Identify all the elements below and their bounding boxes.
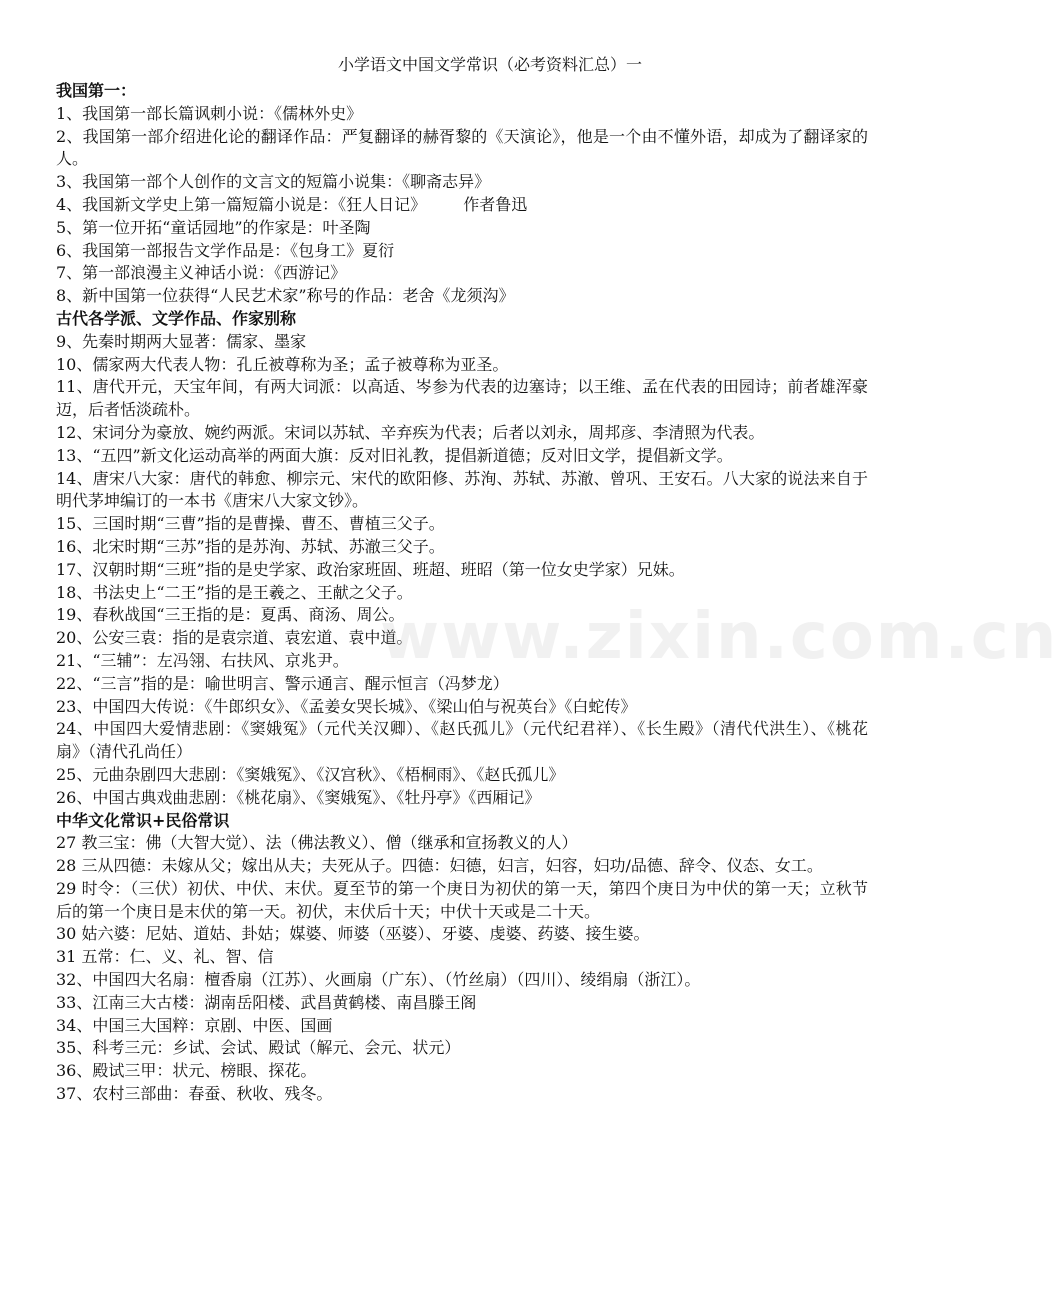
list-item: 2、我国第一部介绍进化论的翻译作品：严复翻译的赫胥黎的《天演论》，他是一个由不懂外语，却成为了翻译家的人。: [56, 126, 868, 169]
list-item: 16、北宋时期“三苏”指的是苏洵、苏轼、苏澈三父子。: [56, 536, 445, 556]
list-item: 11、唐代开元，天宝年间，有两大词派：以高适、岑参为代表的边塞诗；以王维、孟在代表的田园诗；前者雄浑豪迈，后者恬淡疏朴。: [56, 377, 868, 420]
list-item: 26、中国古典戏曲悲剧：《桃花扇》、《窦娥冤》、《牡丹亭》《西厢记》: [56, 787, 541, 807]
list-item: 3、我国第一部个人创作的文言文的短篇小说集：《聊斋志异》: [56, 172, 491, 192]
list-item: 33、江南三大古楼：湖南岳阳楼、武昌黄鹤楼、南昌滕王阁: [56, 992, 477, 1012]
document-body: [56, 80, 1058, 1106]
section-heading: 中华文化常识+民俗常识: [56, 810, 230, 830]
list-item: 24、中国四大爱情悲剧：《窦娥冤》（元代关汉卿）、《赵氏孤儿》（元代纪君祥）、《长生殿》（清代代洪生）、《桃花扇》（清代孔尚任）: [56, 719, 868, 762]
section-heading: 古代各学派、文学作品、作家别称: [56, 308, 297, 328]
list-item: 20、公安三袁：指的是袁宗道、袁宏道、袁中道。: [56, 628, 413, 648]
list-item: 37、农村三部曲：春蚕、秋收、残冬。: [56, 1084, 333, 1104]
list-item: 18、书法史上“二王”指的是王羲之、王献之父子。: [56, 582, 413, 602]
list-item: 9、先秦时期两大显著：儒家、墨家: [56, 331, 307, 351]
list-item: 4、我国新文学史上第一篇短篇小说是：《狂人日记》 作者鲁迅: [56, 194, 528, 214]
section-heading: 我国第一：: [56, 81, 137, 100]
list-item: 5、第一位开拓“童话园地”的作家是：叶圣陶: [56, 217, 371, 237]
list-item: 12、宋词分为豪放、婉约两派。宋词以苏轼、辛弃疾为代表；后者以刘永，周邦彦、李清照为代表。: [56, 422, 765, 442]
list-item: 13、“五四”新文化运动高举的两面大旗：反对旧礼教，提倡新道德；反对旧文学，提倡新文学。: [56, 445, 733, 465]
list-item: 10、儒家两大代表人物：孔丘被尊称为圣；孟子被尊称为亚圣。: [56, 354, 509, 374]
list-item: 31 五常：仁、义、礼、智、信: [56, 947, 274, 967]
list-item: 14、唐宋八大家：唐代的韩愈、柳宗元、宋代的欧阳修、苏洵、苏轼、苏澈、曾巩、王安石。八大家的说法来自于明代茅坤编订的一本书《唐宋八大家文钞》。: [56, 468, 868, 511]
list-item: 34、中国三大国粹：京剧、中医、国画: [56, 1015, 333, 1035]
list-item: 17、汉朝时期“三班”指的是史学家、政治家班固、班超、班昭（第一位女史学家）兄妹。: [56, 559, 685, 579]
list-item: 27 教三宝：佛（大智大觉）、法（佛法教义）、僧（继承和宣扬教义的人）: [56, 833, 578, 853]
watermark: www.zixin.com.cn: [380, 600, 1058, 674]
list-item: 25、元曲杂剧四大悲剧：《窦娥冤》、《汉宫秋》、《梧桐雨》、《赵氏孤儿》: [56, 764, 565, 784]
list-item: 1、我国第一部长篇讽刺小说：《儒林外史》: [56, 103, 363, 123]
list-item: 36、殿试三甲：状元、榜眼、探花。: [56, 1061, 317, 1081]
list-item: 32、中国四大名扇：檀香扇（江苏）、火画扇（广东）、（竹丝扇）（四川）、绫绢扇（浙江）。: [56, 970, 701, 990]
list-item: 22、“三言”指的是：喻世明言、警示通言、醒示恒言（冯梦龙）: [56, 673, 509, 693]
list-item: 23、中国四大传说：《牛郎织女》、《孟姜女哭长城》、《梁山伯与祝英台》《白蛇传》: [56, 696, 637, 716]
list-item: 15、三国时期“三曹”指的是曹操、曹丕、曹植三父子。: [56, 514, 445, 534]
document-title: 小学语文中国文学常识（必考资料汇总）一: [337, 55, 642, 74]
list-item: 21、“三辅”：左冯翎、右扶风、京兆尹。: [56, 650, 349, 670]
list-item: 35、科考三元：乡试、会试、殿试（解元、会元、状元）: [56, 1038, 461, 1058]
list-item: 8、新中国第一位获得“人民艺术家”称号的作品：老舍《龙须沟》: [56, 286, 515, 306]
list-item: 30 姑六婆：尼姑、道姑、卦姑；媒婆、师婆（巫婆）、牙婆、虔婆、药婆、接生婆。: [56, 924, 650, 944]
list-item: 19、春秋战国“三王指的是：夏禹、商汤、周公。: [56, 605, 405, 625]
list-item: 6、我国第一部报告文学作品是：《包身工》夏衍: [56, 240, 395, 260]
list-item: 29 时令：（三伏）初伏、中伏、末伏。夏至节的第一个庚日为初伏的第一天，第四个庚日为中伏的第一天；立秋节后的第一个庚日是末伏的第一天。初伏，末伏后十天；中伏十天或是二十天。: [56, 878, 868, 921]
list-item: 28 三从四德：未嫁从父；嫁出从夫；夫死从子。四德：妇德，妇言，妇容，妇功/品德、辞令、仪态、女工。: [56, 856, 823, 876]
list-item: 7、第一部浪漫主义神话小说：《西游记》: [56, 263, 347, 283]
